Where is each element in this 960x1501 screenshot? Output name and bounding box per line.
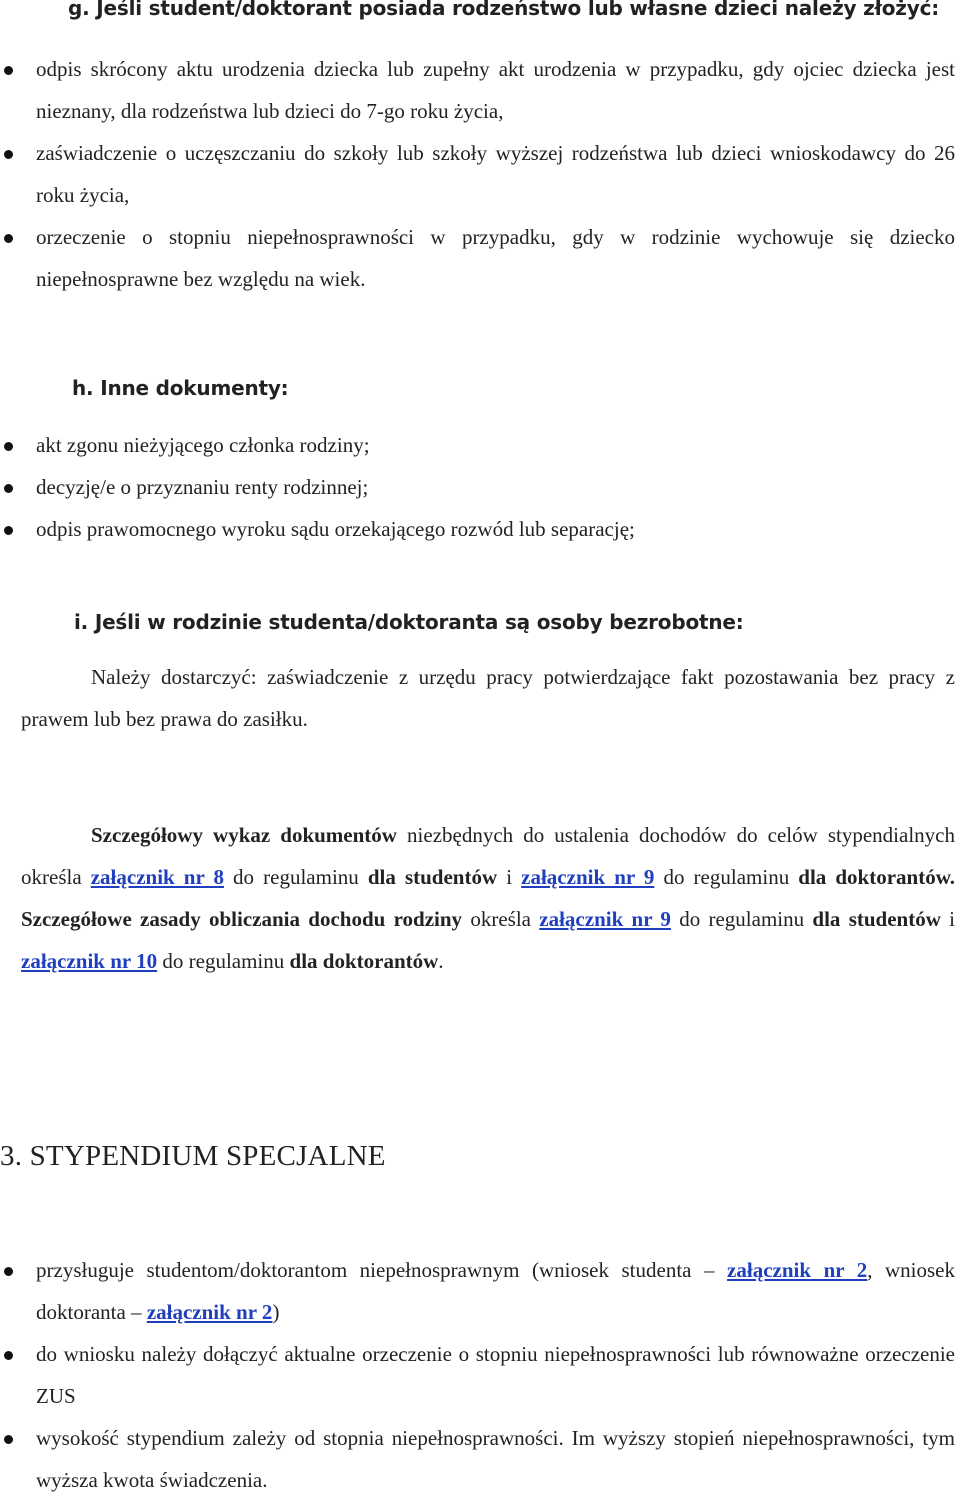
bullet-icon — [4, 442, 13, 451]
section-h-list — [0, 424, 960, 550]
list-item: odpis prawomocnego wyroku sądu orzekającego rozwód lub separację; — [0, 508, 960, 550]
link-zalacznik-9-studenci[interactable]: załącznik nr 9 — [539, 907, 671, 931]
link-zalacznik-9[interactable]: załącznik nr 9 — [521, 865, 655, 889]
list-item: do wniosku należy dołączyć aktualne orzeczenie o stopniu niepełnosprawności lub równoważne orzeczenie ZUS — [0, 1333, 960, 1417]
bullet-icon — [4, 484, 13, 493]
section-3-list — [0, 1249, 960, 1501]
link-zalacznik-2-student[interactable]: załącznik nr 2 — [727, 1258, 868, 1282]
section-i-paragraph: Należy dostarczyć: zaświadczenie z urzędu pracy potwierdzające fakt pozostawania bez pracy z prawem lub bez prawa do zasiłku. — [21, 665, 955, 731]
bullet-icon — [4, 1351, 13, 1360]
bullet-icon — [4, 150, 13, 159]
details-paragraph: Szczegółowy wykaz dokumentów niezbędnych do ustalenia dochodów do celów stypendialnych określa załącznik nr 8 do regulaminu dla studentów i załącznik nr 9 do regulaminu dla doktorantów. Szczegółowe zasady obliczania dochodu rodziny określa załącznik nr 9 do regulaminu dla studentów i załącznik nr 10 do regulaminu dla doktorantów. — [21, 823, 956, 973]
list-item: zaświadczenie o uczęszczaniu do szkoły lub szkoły wyższej rodzeństwa lub dzieci wnioskodawcy do 26 roku życia, — [0, 132, 960, 216]
bullet-icon — [4, 1267, 13, 1276]
list-item: orzeczenie o stopniu niepełnosprawności w przypadku, gdy w rodzinie wychowuje się dziecko niepełnosprawne bez względu na wiek. — [0, 216, 960, 300]
bullet-icon — [4, 1435, 13, 1444]
section-i-marker: i. — [74, 610, 89, 634]
section-h-marker: h. — [72, 376, 94, 400]
section-g-heading: g. Jeśli student/doktorant posiada rodzeństwo lub własne dzieci należy złożyć: — [68, 0, 940, 20]
section-i-title: Jeśli w rodzinie studenta/doktoranta są osoby bezrobotne: — [94, 610, 744, 634]
bullet-icon — [4, 234, 13, 243]
list-item: akt zgonu nieżyjącego członka rodziny; — [0, 424, 960, 466]
link-zalacznik-10[interactable]: załącznik nr 10 — [21, 949, 158, 973]
bullet-icon — [4, 66, 13, 75]
link-zalacznik-2-doktorant[interactable]: załącznik nr 2 — [146, 1300, 273, 1324]
section-i-heading — [74, 610, 744, 634]
section-h-heading — [72, 376, 288, 400]
list-item: decyzję/e o przyznaniu renty rodzinnej; — [0, 466, 960, 508]
section-g-list — [0, 48, 960, 300]
link-zalacznik-8[interactable]: załącznik nr 8 — [90, 865, 224, 889]
section-3-heading: 3. STYPENDIUM SPECJALNE — [0, 1140, 386, 1172]
section-h-title: Inne dokumenty: — [100, 376, 289, 400]
bullet-icon — [4, 526, 13, 535]
list-item: wysokość stypendium zależy od stopnia niepełnosprawności. Im wyższy stopień niepełnosprawności, tym wyższa kwota świadczenia. — [0, 1417, 960, 1501]
list-item: przysługuje studentom/doktorantom niepełnosprawnym (wniosek studenta – załącznik nr 2, wniosek doktoranta – załącznik nr 2) — [0, 1249, 960, 1333]
list-item: odpis skrócony aktu urodzenia dziecka lub zupełny akt urodzenia w przypadku, gdy ojciec dziecka jest nieznany, dla rodzeństwa lub dzieci do 7-go roku życia, — [0, 48, 960, 132]
